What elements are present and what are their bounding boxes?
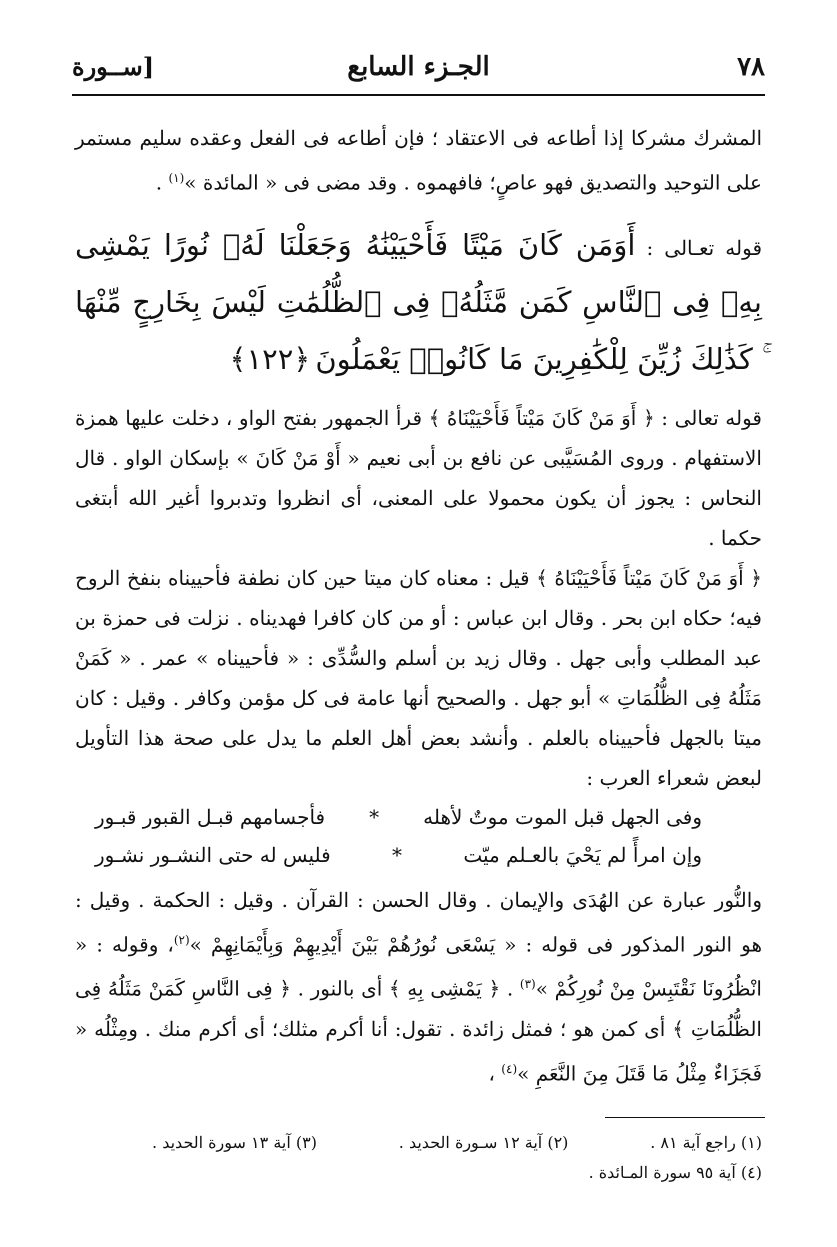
poem-line-1-star: * — [369, 804, 380, 829]
paragraph-1 — [75, 118, 762, 203]
poem-line-1 — [95, 798, 702, 836]
footnote-marker-2: (٢) — [173, 932, 190, 947]
poem-line-1-second-half: فأجسامهم قبـل القبور قبـور — [95, 804, 326, 829]
main-text — [75, 118, 762, 1094]
page-header — [72, 52, 765, 92]
header-rule — [72, 94, 765, 96]
page-number: ٧٨ — [737, 52, 765, 82]
poem-line-2-first-half: وإن امرأً لم يَحْيَ بالعـلم ميّت — [463, 842, 702, 867]
footnote-4: (٤) آية ٩٥ سورة المـائدة . — [588, 1163, 762, 1182]
footnote-3: (٣) آية ١٣ سورة الحديد . — [152, 1133, 317, 1152]
sura-label: [ســورة — [72, 52, 155, 81]
paragraph-1-end: . — [155, 170, 169, 195]
ayah-number: ﴿١٢٢﴾ — [229, 341, 311, 376]
footnote-marker-3: (٣) — [519, 977, 536, 992]
poem-line-2-star: * — [392, 842, 402, 867]
poem-line-2-second-half: فليس له حتى النشـور نشـور — [95, 842, 331, 867]
footnote-1: (١) راجع آية ٨١ . — [650, 1133, 762, 1152]
paragraph-1-text: المشرك مشركا إذا أطاعه فى الاعتقاد ؛ فإن أطاعه فى الفعل وعقده سليم مستمر على التوحيد والتصديق فهو عاصٍ؛ فافهموه . وقد مضى فى « المائدة » — [75, 126, 762, 195]
poem-line-2 — [95, 836, 702, 874]
poem-line-1-first-half: وفى الجهل قبل الموت موتٌ لأهله — [423, 804, 702, 829]
paragraph-4-end: ، — [488, 1061, 502, 1086]
footnote-marker-1: (١) — [168, 171, 185, 185]
paragraph-2: قوله تعالى : ﴿ أَوَ مَنْ كَانَ مَيْتاً فَأَحْيَيْنَاهُ ﴾ قرأ الجمهور بفتح الواو ، دخلت عليها همزة الاستفهام . وروى المُسَيَّبى عن نافع بن أبى نعيم « أَوْ مَنْ كَانَ » بإسكان الواو . قال النحاس : يجوز أن يكون محمولا على المعنى، أى انظروا وتدبروا أغير الله أبتغى حكما . — [75, 405, 762, 550]
running-title: الجـزء السابع — [347, 52, 490, 82]
poem — [95, 798, 702, 874]
footnote-row-2 — [152, 1158, 762, 1188]
paragraph-4 — [75, 880, 762, 1094]
verse-text: أَوَمَن كَانَ مَيْتًا فَأَحْيَيْنَٰهُ وَجَعَلْنَا لَهُۥ نُورًا يَمْشِى بِهِۦ فِى ٱلنَّاسِ كَمَن مَّثَلُهُۥ فِى ٱلظُّلُمَٰتِ لَيْسَ بِخَارِجٍ مِّنْهَا ۚ كَذَٰلِكَ زُيِّنَ لِلْكَٰفِرِينَ مَا كَانُوا۟ يَعْمَلُونَ — [75, 227, 762, 376]
footnote-marker-4: (٤) — [501, 1061, 518, 1076]
paragraph-4-part-c: . ﴿ يَمْشِى بِهِ ﴾ أى بالنور . ﴿ فِى النَّاسِ كَمَنْ مَثَلُهُ فِى الظُّلُمَاتِ ﴾ أى كمن هو ؛ فمثل زائدة . تقول: أنا أكرم مثلك؛ أى أكرم منك . ومِثْلُه « فَجَزَاءٌ مِثْلُ مَا قَتَلَ مِنَ النَّعَمِ » — [75, 976, 762, 1086]
footnotes — [75, 1128, 762, 1188]
paragraph-3: ﴿ أَوَ مَنْ كَانَ مَيْتاً فَأَحْيَيْنَاهُ ﴾ قيل : معناه كان ميتا حين كان نطفة فأحييناه بنفخ الروح فيه؛ حكاه ابن بحر . وقال ابن عباس : أو من كان كافرا فهديناه . نزلت فى حمزة بن عبد المطلب وأبى جهل . وقال زيد بن أسلم والسُّدِّى : « فأحييناه » عمر . « كَمَنْ مَثَلُهُ فِى الظُّلُمَاتِ » أبو جهل . والصحيح أنها عامة فى كل مؤمن وكافر . وقيل : كان ميتا بالجهل فأحييناه بالعلم . وأنشد بعض أهل العلم ما يدل على صحة هذا التأويل لبعض شعراء العرب : — [75, 565, 762, 790]
paragraph-4-part-a: والنُّور عبارة عن الهُدَى والإيمان . وقال الحسن : القرآن . وقيل : الحكمة . وقيل : هو النور المذكور فى قوله : « يَسْعَى نُورُهُمْ بَيْنَ أَيْدِيهِمْ وَبِأَيْمَانِهِمْ » — [75, 887, 762, 957]
paragraph-4-part-b: ، وقوله : « انْظُرُونَا نَقْتَبِسْ مِنْ نُورِكُمْ » — [75, 932, 762, 1001]
footnote-2: (٢) آية ١٢ سـورة الحديد . — [398, 1133, 569, 1152]
footnote-row-1 — [152, 1128, 762, 1158]
footnote-rule — [605, 1117, 765, 1118]
quran-verse — [75, 217, 762, 388]
verse-intro: قوله تعـالى : — [635, 235, 763, 260]
